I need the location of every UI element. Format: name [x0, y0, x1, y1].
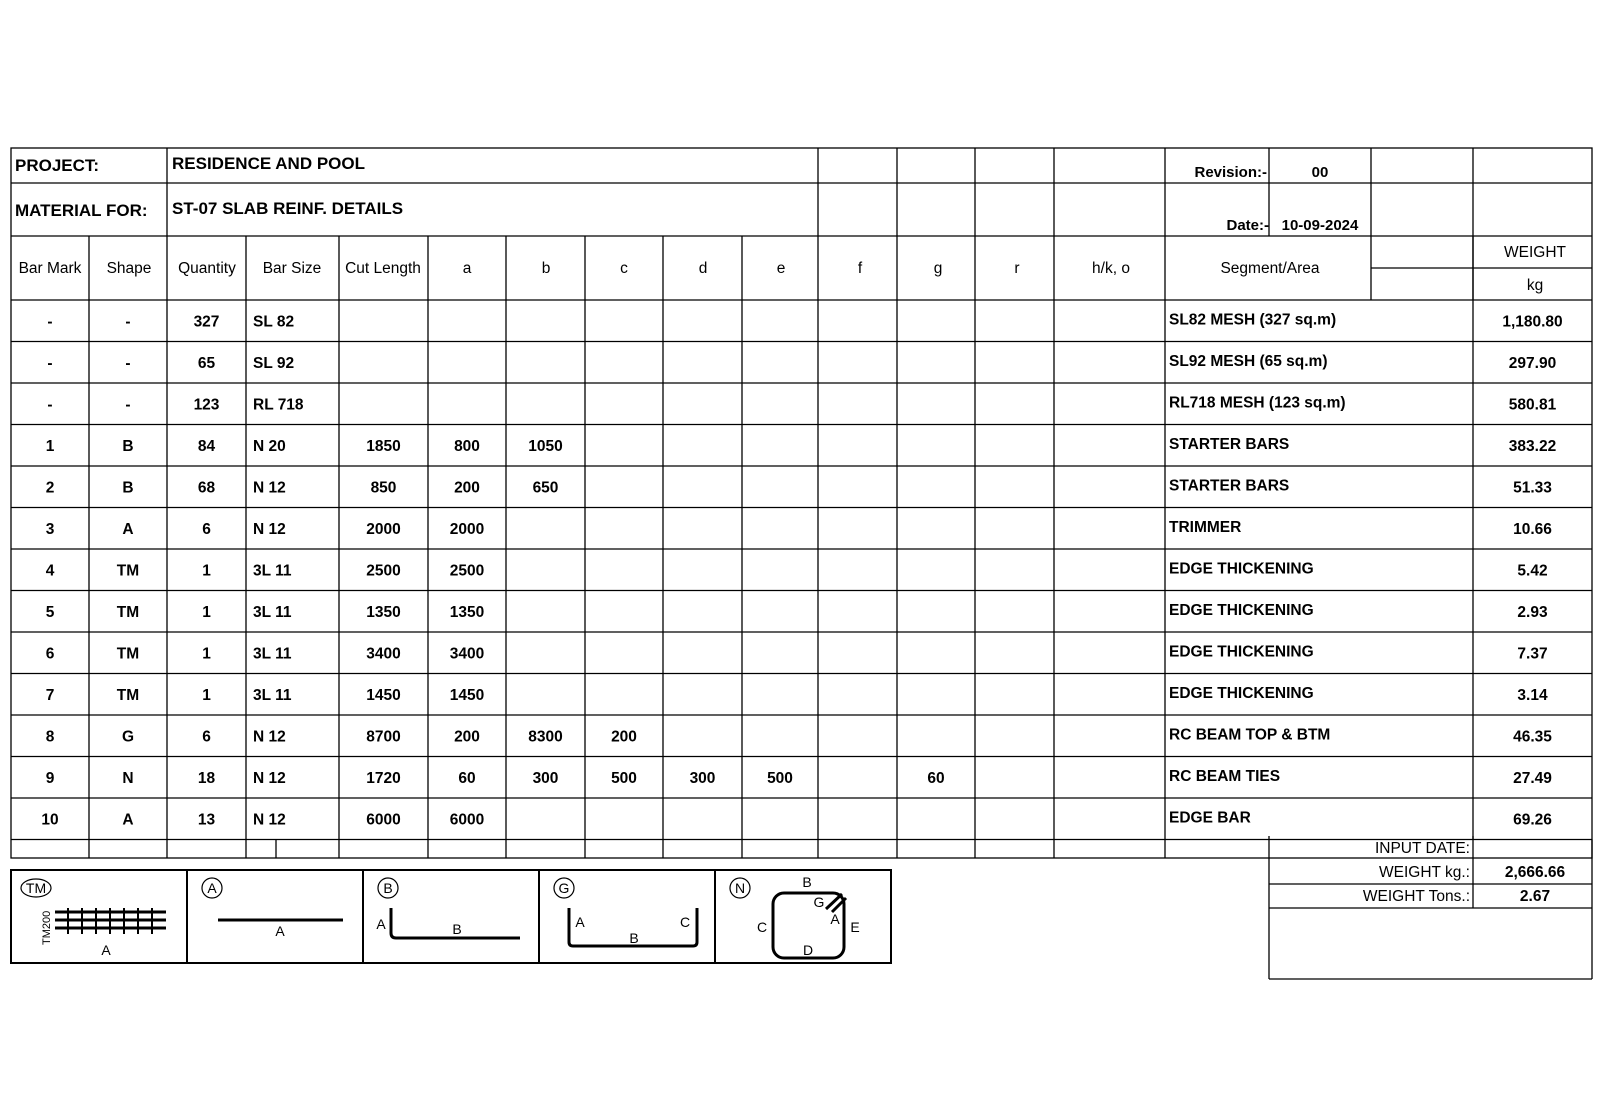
- shape-g-label-a: A: [575, 914, 585, 930]
- shape-b: [376, 878, 520, 938]
- cell-a: 60: [458, 769, 476, 787]
- cell-mark: -: [47, 354, 53, 372]
- table-row: [46, 768, 1553, 787]
- material-value: ST-07 SLAB REINF. DETAILS: [172, 199, 404, 218]
- cell-d: 300: [689, 769, 716, 787]
- cell-segment: RC BEAM TIES: [1169, 767, 1281, 785]
- col-weight: WEIGHT: [1504, 244, 1566, 261]
- cell-qty: 1: [202, 645, 211, 663]
- cell-cut: 2500: [366, 562, 401, 580]
- cell-cut: 2000: [366, 520, 401, 538]
- table-row: [46, 519, 1553, 538]
- cell-shape: A: [122, 811, 134, 829]
- cell-b: 1050: [528, 437, 563, 455]
- cell-size: N 20: [253, 437, 286, 455]
- cell-mark: 9: [45, 769, 55, 787]
- cell-qty: 13: [197, 811, 216, 829]
- mesh-icon: [55, 908, 166, 934]
- shape-legend: [11, 870, 891, 963]
- table-row: [46, 560, 1548, 579]
- table-row: [46, 685, 1548, 704]
- cell-b: 300: [532, 769, 559, 787]
- table-row: [47, 394, 1556, 413]
- cell-a: 6000: [449, 811, 485, 829]
- cell-a: 2500: [449, 562, 485, 580]
- cell-weight: 383.22: [1508, 437, 1557, 455]
- cell-size: N 12: [253, 811, 286, 829]
- shape-n-label-e: E: [850, 919, 860, 935]
- cell-weight: 27.49: [1513, 769, 1552, 787]
- cell-weight: 297.90: [1508, 354, 1557, 372]
- cell-size: N 12: [253, 520, 286, 538]
- cell-weight: 5.42: [1517, 562, 1548, 580]
- cell-mark: 2: [45, 479, 55, 497]
- cell-segment: SL92 MESH (65 sq.m): [1169, 352, 1328, 370]
- cell-qty: 84: [197, 437, 216, 455]
- material-label: MATERIAL FOR:: [15, 201, 148, 220]
- cell-a: 1350: [449, 603, 485, 621]
- cell-weight: 580.81: [1508, 396, 1557, 414]
- cell-mark: 6: [45, 645, 55, 663]
- table-row: [46, 602, 1548, 621]
- table-row: [46, 643, 1548, 662]
- shape-b-label-b: B: [452, 921, 462, 937]
- shape-g: [554, 878, 697, 946]
- schedule-rows: [41, 311, 1562, 828]
- cell-size: RL 718: [253, 396, 304, 414]
- table-row: [46, 436, 1557, 455]
- cell-shape: B: [122, 437, 134, 455]
- cell-mark: -: [47, 396, 53, 414]
- cell-cut: 1450: [366, 686, 401, 704]
- table-grid: [11, 236, 1592, 858]
- cell-a: 2000: [449, 520, 485, 538]
- col-d: d: [698, 260, 708, 277]
- shape-g-label-c: C: [679, 914, 691, 930]
- col-shape: Shape: [106, 260, 152, 277]
- col-bar-size: Bar Size: [262, 260, 322, 277]
- weight-tons-label: WEIGHT Tons.:: [1362, 888, 1470, 905]
- cell-weight: 46.35: [1513, 728, 1552, 746]
- weight-tons-value: 2.67: [1519, 888, 1551, 905]
- table-row: [46, 477, 1553, 496]
- cell-c: 500: [611, 769, 637, 787]
- cell-mark: 4: [45, 562, 55, 580]
- cell-qty: 18: [197, 769, 216, 787]
- weight-kg-value: 2,666.66: [1504, 864, 1566, 881]
- cell-b: 650: [532, 479, 559, 497]
- col-f: f: [857, 260, 863, 277]
- cell-mark: 1: [45, 437, 55, 455]
- shape-n-label-b: B: [802, 874, 812, 890]
- cell-qty: 6: [202, 520, 211, 538]
- cell-size: 3L 11: [253, 603, 292, 621]
- cell-qty: 1: [202, 562, 211, 580]
- shape-n: [730, 874, 860, 958]
- cell-cut: 3400: [366, 645, 401, 663]
- cell-cut: 1720: [366, 769, 401, 787]
- revision-label: Revision:-: [1194, 164, 1267, 181]
- cell-mark: 8: [45, 728, 55, 746]
- cell-a: 3400: [449, 645, 485, 663]
- cell-cut: 1350: [366, 603, 401, 621]
- cell-shape: TM: [116, 686, 140, 704]
- col-quantity: Quantity: [178, 260, 236, 277]
- cell-weight: 2.93: [1517, 603, 1548, 621]
- cell-cut: 6000: [366, 811, 401, 829]
- project-label: PROJECT:: [15, 156, 100, 175]
- cell-weight: 69.26: [1513, 811, 1552, 829]
- cell-mark: 3: [45, 520, 55, 538]
- cell-shape: -: [125, 313, 131, 331]
- cell-cut: 1850: [366, 437, 401, 455]
- cell-weight: 7.37: [1517, 645, 1548, 663]
- shape-g-code: G: [558, 880, 570, 896]
- cell-g: 60: [927, 769, 945, 787]
- table-row: [41, 809, 1552, 828]
- input-date-label: INPUT DATE:: [1374, 840, 1470, 857]
- cell-qty: 68: [197, 479, 216, 497]
- shape-n-label-d: D: [802, 942, 814, 958]
- col-g: g: [933, 260, 943, 277]
- cell-mark: -: [47, 313, 53, 331]
- cell-b: 8300: [528, 728, 563, 746]
- cell-c: 200: [611, 728, 637, 746]
- cell-a: 200: [454, 479, 480, 497]
- cell-qty: 6: [202, 728, 211, 746]
- cell-mark: 5: [45, 603, 55, 621]
- col-bar-mark: Bar Mark: [18, 260, 82, 277]
- cell-size: N 12: [253, 769, 286, 787]
- shape-a: [202, 878, 343, 939]
- cell-size: 3L 11: [253, 562, 292, 580]
- shape-n-label-a: A: [830, 911, 840, 927]
- table-row: [47, 353, 1556, 372]
- cell-segment: EDGE THICKENING: [1169, 643, 1314, 661]
- shape-a-code: A: [207, 880, 217, 896]
- cell-shape: G: [121, 728, 135, 746]
- cell-shape: TM: [116, 562, 140, 580]
- cell-qty: 1: [202, 686, 211, 704]
- cell-shape: -: [125, 396, 131, 414]
- cell-shape: -: [125, 354, 131, 372]
- cell-size: N 12: [253, 479, 286, 497]
- cell-segment: EDGE BAR: [1169, 809, 1251, 827]
- cell-shape: TM: [116, 603, 140, 621]
- shape-b-code: B: [383, 880, 393, 896]
- cell-segment: SL82 MESH (327 sq.m): [1169, 311, 1337, 329]
- cell-weight: 51.33: [1513, 479, 1552, 497]
- col-c: c: [620, 260, 628, 277]
- cell-segment: TRIMMER: [1169, 518, 1242, 536]
- cell-qty: 123: [193, 396, 220, 414]
- col-r: r: [1014, 260, 1020, 277]
- cell-qty: 327: [193, 313, 220, 331]
- cell-shape: B: [122, 479, 134, 497]
- cell-shape: A: [122, 520, 134, 538]
- cell-size: N 12: [253, 728, 286, 746]
- cell-segment: RL718 MESH (123 sq.m): [1169, 394, 1346, 412]
- col-e: e: [776, 260, 786, 277]
- shape-tm-label-a: A: [101, 942, 111, 958]
- col-segment: Segment/Area: [1220, 260, 1320, 277]
- column-headers: [19, 244, 1567, 294]
- cell-weight: 1,180.80: [1502, 313, 1563, 331]
- shape-g-label-b: B: [629, 930, 639, 946]
- cell-a: 1450: [449, 686, 485, 704]
- weight-kg-label: WEIGHT kg.:: [1378, 864, 1470, 881]
- table-row: [46, 726, 1553, 745]
- col-b: b: [541, 260, 551, 277]
- col-weight-unit: kg: [1526, 277, 1544, 294]
- shape-n-code: N: [734, 880, 746, 896]
- cell-cut: 850: [370, 479, 397, 497]
- cell-size: 3L 11: [253, 686, 292, 704]
- cell-shape: TM: [116, 645, 140, 663]
- cell-segment: STARTER BARS: [1169, 477, 1290, 495]
- col-cut-length: Cut Length: [345, 260, 421, 277]
- cell-a: 800: [454, 437, 480, 455]
- cell-size: SL 82: [253, 313, 295, 331]
- cell-e: 500: [767, 769, 793, 787]
- cell-segment: EDGE THICKENING: [1169, 601, 1314, 619]
- cell-size: SL 92: [253, 354, 295, 372]
- cell-weight: 3.14: [1517, 686, 1548, 704]
- table-row: [47, 311, 1562, 330]
- cell-segment: STARTER BARS: [1169, 435, 1290, 453]
- cell-segment: EDGE THICKENING: [1169, 684, 1314, 702]
- cell-qty: 65: [197, 354, 216, 372]
- shape-tm-side-label: TM200: [41, 910, 53, 945]
- col-a: a: [462, 260, 472, 277]
- shape-tm-code: TM: [25, 880, 47, 896]
- cell-a: 200: [454, 728, 480, 746]
- shape-n-label-c: C: [756, 919, 768, 935]
- cell-segment: EDGE THICKENING: [1169, 560, 1314, 578]
- revision-value: 00: [1311, 164, 1329, 181]
- date-label: Date:-: [1226, 217, 1269, 234]
- shape-tm: [21, 879, 166, 958]
- cell-qty: 1: [202, 603, 211, 621]
- project-value: RESIDENCE AND POOL: [172, 154, 366, 173]
- cell-cut: 8700: [366, 728, 401, 746]
- header-grid: [11, 148, 1592, 858]
- cell-mark: 10: [41, 811, 59, 829]
- date-value: 10-09-2024: [1281, 217, 1359, 234]
- shape-a-label-a: A: [275, 923, 285, 939]
- col-hko: h/k, o: [1092, 260, 1130, 277]
- cell-segment: RC BEAM TOP & BTM: [1169, 726, 1331, 744]
- cell-shape: N: [122, 769, 134, 787]
- shape-b-label-a: A: [376, 916, 386, 932]
- cell-size: 3L 11: [253, 645, 292, 663]
- shape-n-label-g: G: [813, 894, 825, 910]
- cell-mark: 7: [45, 686, 55, 704]
- cell-weight: 10.66: [1513, 520, 1552, 538]
